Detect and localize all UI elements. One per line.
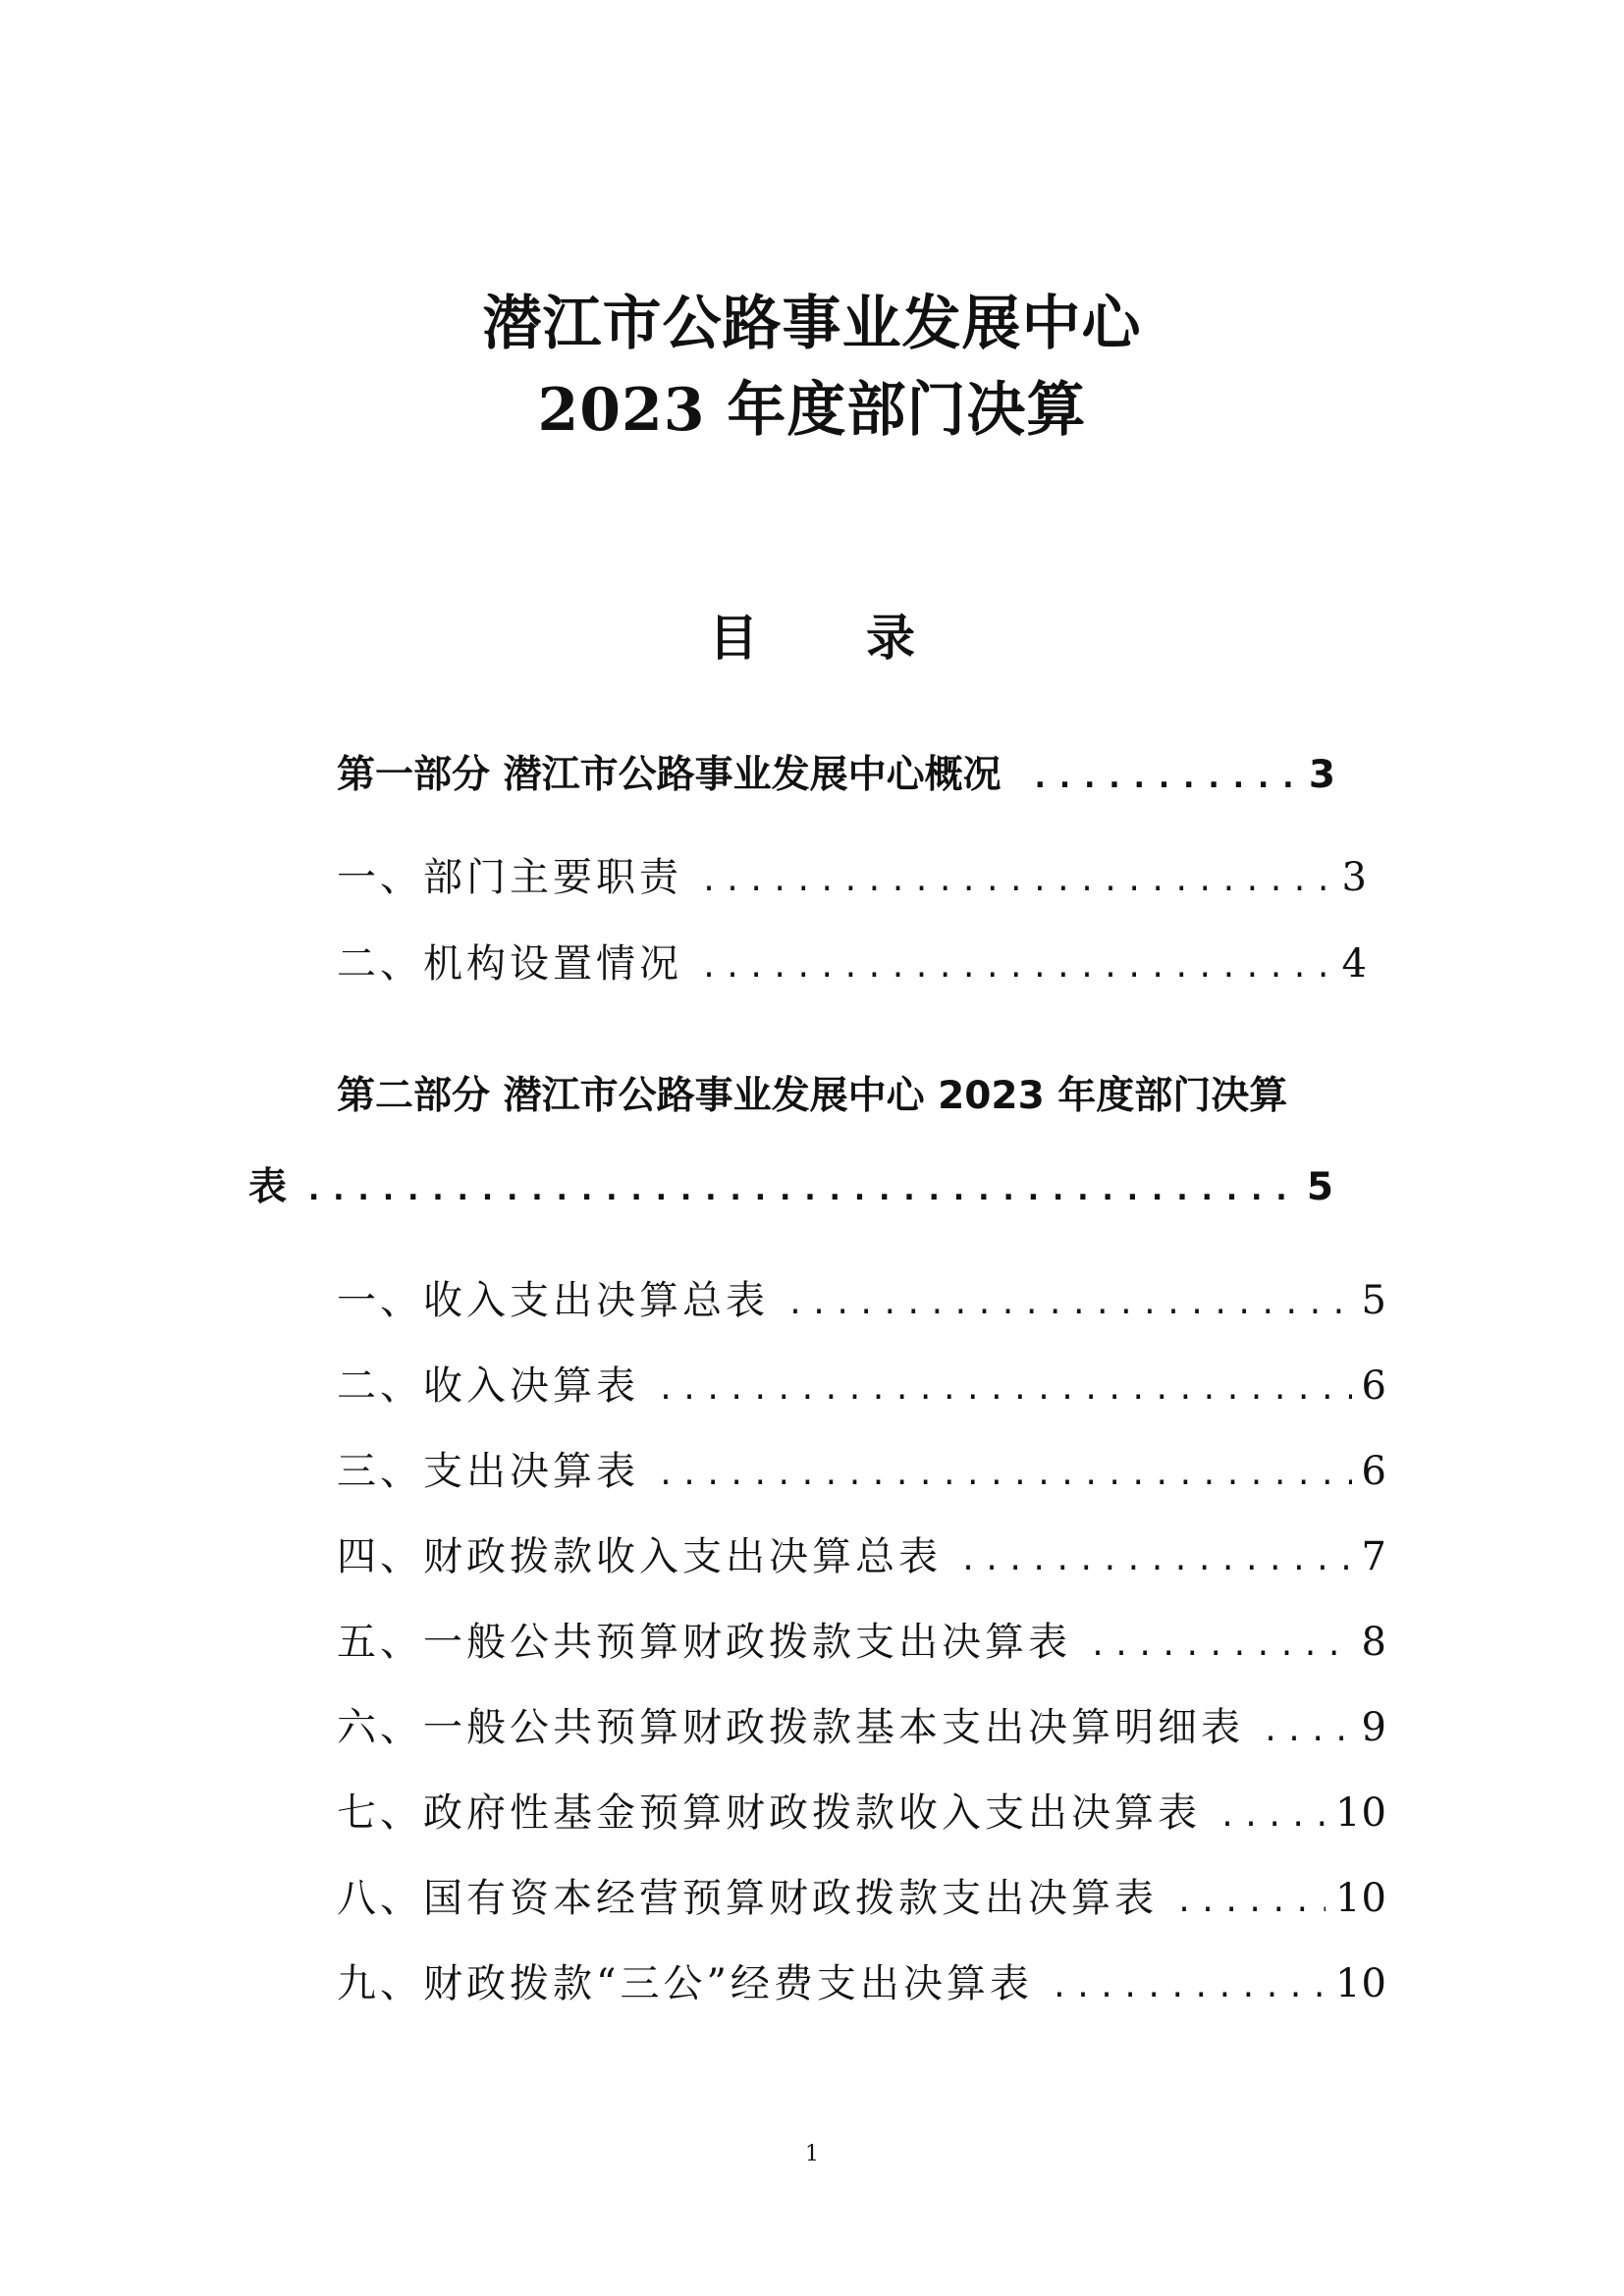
toc-entry-label: 五、一般公共预算财政拨款支出决算表 — [337, 1620, 1071, 1665]
toc-entry-page: 5 — [1306, 1165, 1333, 1209]
toc-entry-page: 8 — [1361, 1620, 1387, 1665]
dot-leader — [657, 1372, 1352, 1407]
toc-entry-label: 二、机构设置情况 — [337, 941, 682, 987]
dot-leader — [1175, 1885, 1326, 1919]
dot-leader — [1051, 1970, 1326, 2004]
toc-entry-part1-item2[interactable] — [337, 933, 1368, 988]
toc-entry-part2[interactable] — [248, 1156, 1333, 1211]
dot-leader — [700, 950, 1332, 985]
toc-entry-label: 二、收入决算表 — [337, 1363, 639, 1409]
toc-entry-label: 九、财政拨款“三公”经费支出决算表 — [337, 1961, 1033, 2006]
dot-leader — [700, 864, 1332, 898]
toc-entry-page: 10 — [1335, 1876, 1387, 1921]
dot-leader — [786, 1287, 1352, 1321]
toc-entry-part1-item1[interactable] — [337, 846, 1368, 902]
toc-entry-page: 4 — [1341, 941, 1368, 987]
toc-heading-char1: 目 — [709, 610, 758, 667]
toc-entry-page: 10 — [1335, 1961, 1387, 2006]
toc-entry-part2-item7[interactable] — [337, 1782, 1387, 1838]
toc-entry-label: 一、部门主要职责 — [337, 855, 682, 900]
toc-entry-page: 9 — [1361, 1705, 1387, 1750]
toc-entry-label: 第一部分 潜江市公路事业发展中心概况 — [337, 753, 1001, 797]
toc-entry-label: 六、一般公共预算财政拨款基本支出决算明细表 — [337, 1705, 1244, 1750]
toc-entry-part2-line1[interactable]: 第二部分 潜江市公路事业发展中心 2023 年度部门决算 — [337, 1074, 1288, 1118]
toc-entry-page: 7 — [1361, 1534, 1387, 1579]
toc-entry-label: 七、政府性基金预算财政拨款收入支出决算表 — [337, 1790, 1201, 1836]
page-number: 1 — [805, 2142, 819, 2166]
toc-entry-part2-item5[interactable] — [337, 1611, 1387, 1667]
toc-entry-page: 10 — [1335, 1790, 1387, 1836]
dot-leader — [1089, 1629, 1352, 1663]
toc-heading — [0, 610, 1624, 667]
toc-entry-part2-item4[interactable] — [337, 1525, 1387, 1581]
toc-entry-page: 6 — [1361, 1449, 1387, 1494]
toc-entry-part2-item3[interactable] — [337, 1440, 1387, 1496]
toc-entry-label: 八、国有资本经营预算财政拨款支出决算表 — [337, 1876, 1158, 1921]
dot-leader — [1218, 1799, 1326, 1834]
toc-entry-part2-item2[interactable] — [337, 1355, 1387, 1411]
toc-heading-char2: 录 — [866, 610, 915, 667]
document-title-line1: 潜江市公路事业发展中心 — [482, 290, 1142, 358]
toc-entry-part2-item1[interactable] — [337, 1269, 1387, 1325]
toc-entry-page: 6 — [1361, 1363, 1387, 1409]
toc-entry-page: 5 — [1361, 1278, 1387, 1323]
dot-leader — [1262, 1714, 1352, 1748]
toc-entry-label: 四、财政拨款收入支出决算总表 — [337, 1534, 942, 1579]
toc-entry-part2-item8[interactable] — [337, 1867, 1387, 1923]
dot-leader — [304, 1170, 1297, 1207]
toc-entry-page: 3 — [1308, 753, 1335, 797]
dot-leader — [657, 1458, 1352, 1492]
toc-entry-label-line2: 表 — [248, 1165, 288, 1209]
toc-entry-page: 3 — [1341, 855, 1368, 900]
toc-entry-part2-item9[interactable] — [337, 1952, 1387, 2008]
toc-entry-part1[interactable] — [337, 744, 1335, 799]
dot-leader — [959, 1543, 1352, 1577]
document-title-line2: 2023 年度部门决算 — [537, 376, 1087, 445]
toc-entry-label: 三、支出决算表 — [337, 1449, 639, 1494]
dot-leader — [1031, 758, 1299, 795]
toc-entry-part2-item6[interactable] — [337, 1696, 1387, 1752]
toc-entry-label: 一、收入支出决算总表 — [337, 1278, 769, 1323]
